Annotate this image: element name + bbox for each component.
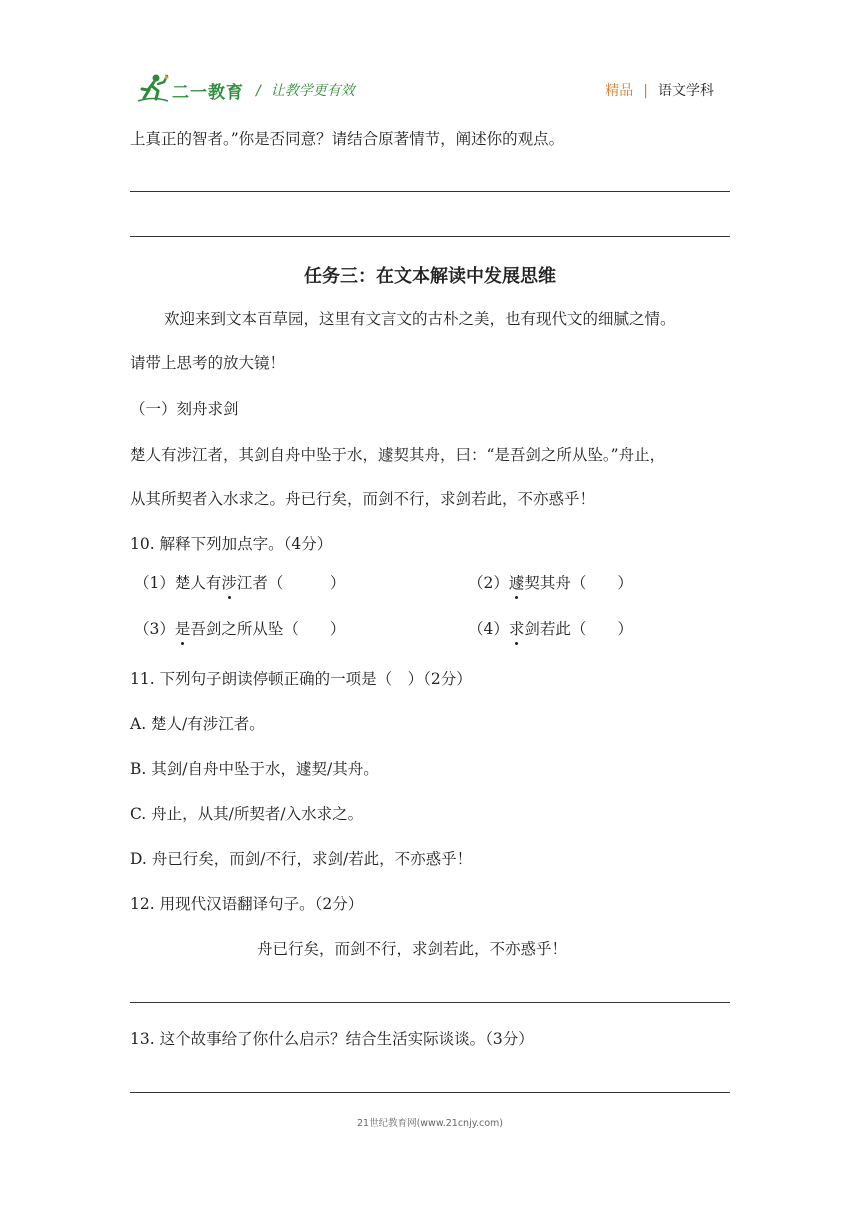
q11-option-d: D. 舟已行矣，而剑/不行，求剑/若此，不亦惑乎！ [130,850,473,868]
previous-question-tail: 上真正的智者。”你是否同意？请结合原著情节，阐述你的观点。 [130,130,565,148]
dotted-char: 求 [508,620,525,638]
question-13-stem: 13. 这个故事给了你什么启示？结合生活实际谈谈。（3分） [130,1030,534,1048]
answer-line [130,1092,730,1093]
dotted-char: 遽 [508,574,525,592]
brand-name: 二一教育 [172,83,244,103]
q10-item-1: （1）楚人有涉江者（ ） [134,574,346,592]
q10-item-2: （2）遽契其舟（ ） [468,574,633,592]
question-12-stem: 12. 用现代汉语翻译句子。（2分） [130,895,364,913]
brand-slogan: / 让教学更有效 [256,83,355,99]
premium-tag: 精品 [605,83,634,99]
passage-line: 楚人有涉江者，其剑自舟中坠于水，遽契其舟，曰：“是吾剑之所从坠。”舟止， [130,446,666,464]
dotted-char: 涉 [221,574,237,592]
passage-line: 从其所契者入水求之。舟已行矣，而剑不行，求剑若此，不亦惑乎！ [130,490,596,508]
intro-paragraph-line: 欢迎来到文本百草园，这里有文言文的古朴之美，也有现代文的细腻之情。 [164,310,676,328]
q10-item-4: （4）求剑若此（ ） [468,620,633,638]
q10-item-3: （3）是吾剑之所从坠（ ） [134,620,346,638]
section-title: 任务三：在文本解读中发展思维 [304,266,556,287]
dotted-char: 是 [174,620,191,638]
page-header [136,72,730,106]
subject-tag: 语文学科 [658,83,714,99]
header-tags: 精品 | 语文学科 [605,83,714,99]
page-footer: 21世纪教育网(www.21cnjy.com) [356,1118,503,1129]
passage-title: （一）刻舟求剑 [130,400,239,418]
intro-paragraph-line: 请带上思考的放大镜！ [130,354,286,372]
q11-option-b: B. 其剑/自舟中坠于水，遽契/其舟。 [130,760,379,778]
question-10-stem: 10. 解释下列加点字。（4分） [130,535,333,553]
question-11-stem: 11. 下列句子朗读停顿正确的一项是（ ）（2分） [130,670,472,688]
q11-option-a: A. 楚人/有涉江者。 [130,715,265,733]
answer-line [130,191,730,192]
answer-line [130,1002,730,1003]
q11-option-c: C. 舟止，从其/所契者/入水求之。 [130,805,364,823]
runner-logo-icon [136,72,170,104]
answer-line [130,236,730,237]
q12-sentence: 舟已行矣，而剑不行，求剑若此，不亦惑乎！ [257,940,568,958]
